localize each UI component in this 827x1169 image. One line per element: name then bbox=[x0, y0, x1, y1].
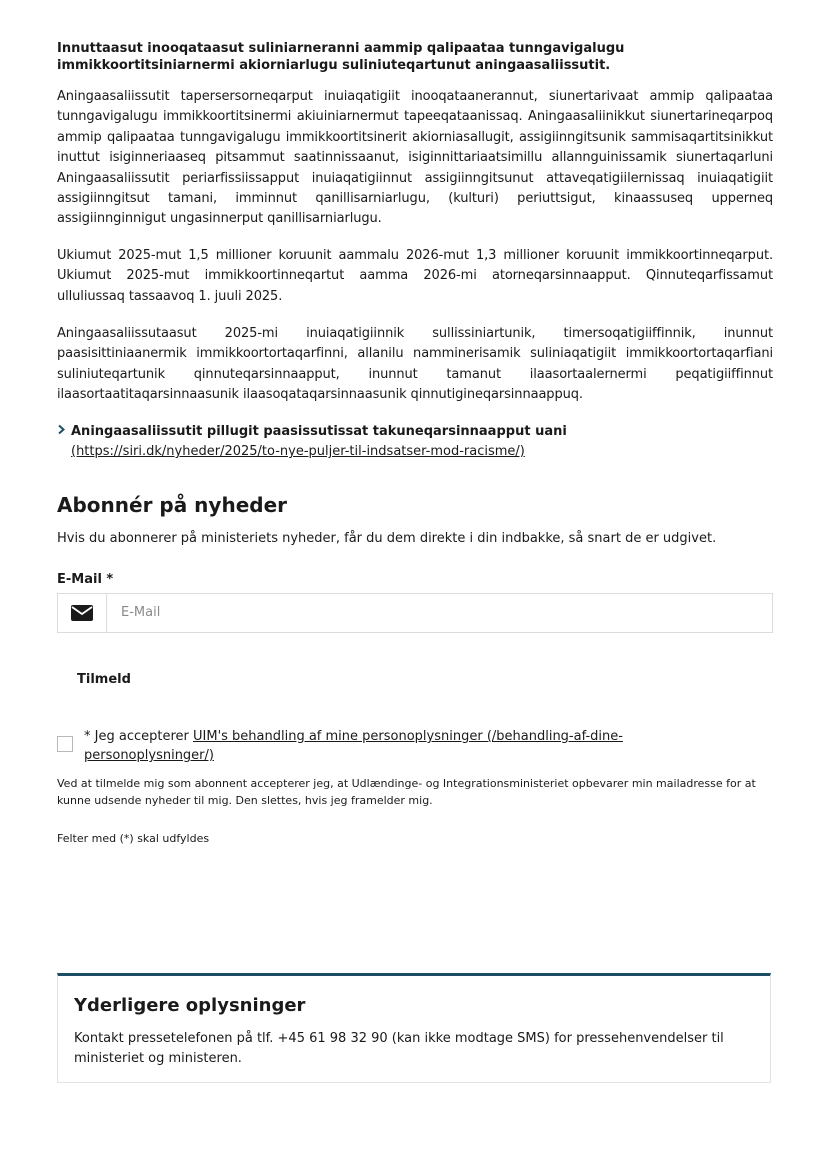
article-lead: Innuttaasut inooqataasut suliniarneranni aammip qalipaataa tunngavigalugu immikkoortitsiniarnermi akiorniarlugu suliniuteqartunut aningaasaliissutit. bbox=[57, 41, 625, 73]
consent-label bbox=[84, 727, 684, 765]
external-link-text: Aningaasaliissutit pillugit paasissutissat takuneqarsinnaapput uani bbox=[71, 424, 567, 439]
email-field-group bbox=[57, 593, 773, 633]
consent-prefix: * Jeg accepterer bbox=[84, 729, 193, 744]
further-info-text: Kontakt pressetelefonen på tlf. +45 61 98 32 90 (kan ikke modtage SMS) for pressehenvendelser til ministeriet og ministeren. bbox=[74, 1031, 724, 1066]
external-link[interactable]: (https://siri.dk/nyheder/2025/to-nye-puljer-til-indsatser-mod-racisme/) bbox=[71, 444, 525, 459]
subscribe-description: Hvis du abonnerer på ministeriets nyheder, får du dem direkte i din indbakke, så snart de er udgivet. bbox=[57, 531, 717, 546]
envelope-icon bbox=[58, 594, 107, 632]
external-link-item bbox=[57, 422, 773, 462]
subscribe-disclaimer: Ved at tilmelde mig som abonnent accepterer jeg, at Udlændinge- og Integrationsministeriet opbevarer min mailadresse for at kunne udsende nyheder til mig. Den slettes, hvis jeg framelder mig. bbox=[57, 777, 756, 807]
privacy-policy-link[interactable]: UIM's behandling af mine personoplysninger (/behandling-af-dine-personoplysninger/) bbox=[84, 729, 623, 763]
consent-checkbox[interactable] bbox=[57, 736, 73, 752]
email-label: E-Mail * bbox=[57, 572, 114, 587]
article-paragraph-2: Ukiumut 2025-mut 1,5 millioner koruunit aammalu 2026-mut 1,3 millioner koruunit immikkoortinneqarput. Ukiumut 2025-mut immikkoortinneqartut aamma 2026-mi atorneqarsinnaapput. Qinnuteqarfissamut ulluliussaq tassaavoq 1. juuli 2025. bbox=[57, 248, 773, 304]
email-field[interactable] bbox=[107, 594, 772, 630]
further-info-box bbox=[57, 973, 771, 1083]
article-paragraph-1: Aningaasaliissutit tapersersorneqarput inuiaqatigiit inooqataanerannut, siunertarivaat ammip qalipaataa tunngavigalugu immikkoortitsinermi akiuiniarnermut tapeeqataanissaq. Aningaasaliinikkut siunertarineqarpoq ammip qalipaataa tunngavigalugu immikkoortitsinerit akiorniasallugit, assigiinngitsunik sammisaqartitsinikkut inuttut isiginneriaaseq pitsammut saatinnissaanut, isiginnittariaatsimillu allannguinissamik siunertaqarluni Aningaasaliissutit periarfissiissapput inuiaqatigiinnut assigiinngitsunut attaveqatigiilernissaq inuiaqatigiit assigiinngitsut tamani, imminnut qanillisarniarlugu, (kulturi) periuttsigut, kinaassuseq upperneq assigiinnginnigut ungasinnerput qanillisarniarlugu. bbox=[57, 89, 773, 227]
subscribe-title: Abonnér på nyheder bbox=[57, 493, 287, 517]
further-info-title: Yderligere oplysninger bbox=[74, 995, 306, 1016]
article-paragraph-3: Aningaasaliissutaasut 2025-mi inuiaqatigiinnik sullissiniartunik, timersoqatigiiffinnik, inunnut paasisittiniaanermik immikkoortortaqarfinni, allanilu namminerisamik suliniaqatigiit immikkoortortaqarfiani suliniuteqartunik qinnuteqarsinnaapput, inunnut tamanut ilaasortaalernermi peqatigiiffinnut ilaasortaatitaqarsinnaasunik ilaasoqataqarsinnaasunik qinnutigineqarsinnaappuq. bbox=[57, 326, 773, 403]
required-fields-note: Felter med (*) skal udfyldes bbox=[57, 832, 210, 845]
chevron-right-icon bbox=[57, 422, 66, 442]
subscribe-button[interactable]: Tilmeld bbox=[57, 666, 153, 692]
